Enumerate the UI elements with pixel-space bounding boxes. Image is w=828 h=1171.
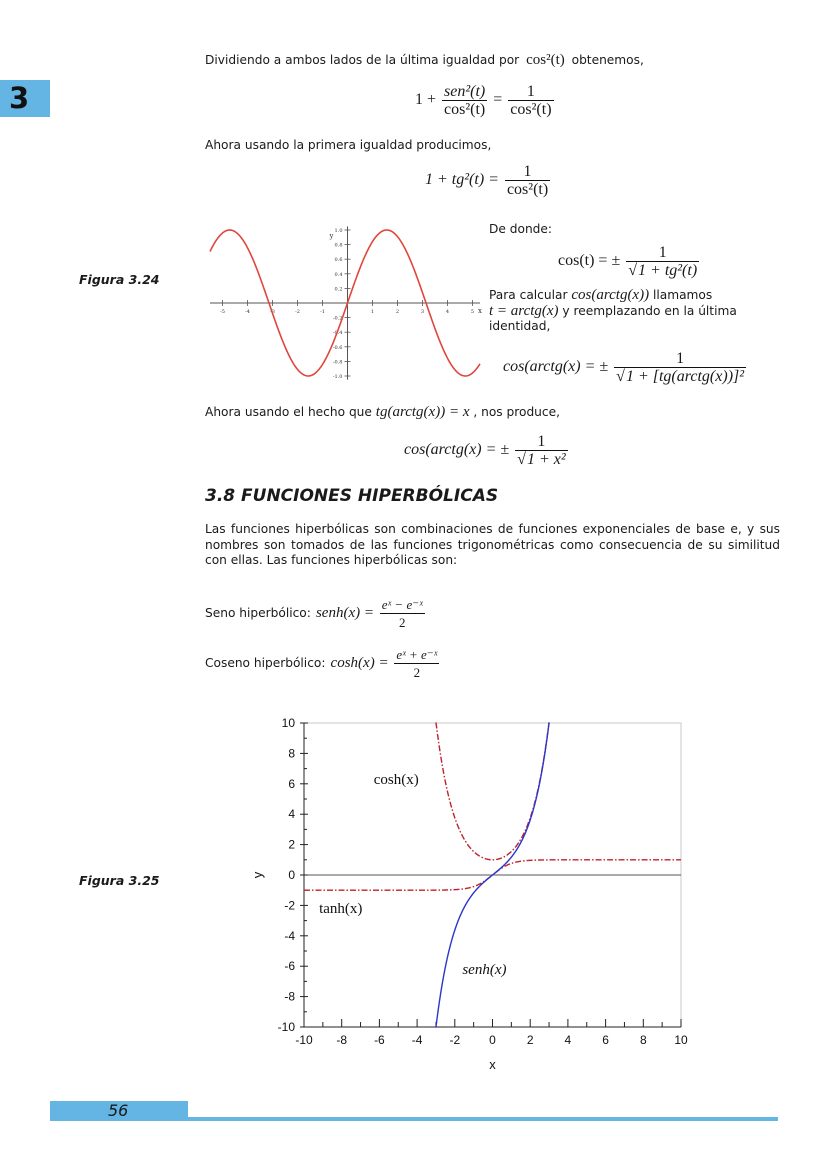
paragraph-3: Para calcular cos(arctg(x)) llamamos t = arctg(x) y reemplazando en la última identidad, (489, 287, 737, 333)
y-tick-label: 8 (288, 746, 295, 761)
x-tick-label: 10 (674, 1033, 688, 1047)
chapter-number: 3 (9, 81, 30, 115)
x-tick-label: 5 (470, 309, 475, 315)
annotation-1: cosh(x) (373, 771, 419, 788)
y-tick-label: -0.2 (332, 315, 343, 322)
hyperbolic-chart (248, 712, 698, 1082)
paragraph-5: Las funciones hiperbólicas son combinaciones de funciones exponenciales de base e, y sus nombres son tomados de las funciones trigonométricas como consecuencia de su similitud con ellas. Las funciones hiperbólicas son: (205, 522, 780, 567)
y-tick-label: -8 (284, 989, 295, 1004)
x-tick-label: -6 (374, 1033, 385, 1047)
y-tick-label: 0 (288, 868, 295, 882)
seno-hiperbolico: Seno hiperbólico: senh(x) = $\frac{\text{eˣ − e⁻ˣ}}{2}$ (205, 597, 423, 630)
figure-3-24-label: Figura 3.24 (79, 272, 160, 287)
y-tick-label: 0.2 (334, 286, 343, 293)
x-tick-label: -8 (336, 1033, 348, 1047)
x-tick-label: 6 (602, 1033, 609, 1047)
annotation-3: senh(x) (462, 961, 507, 978)
page-number: 56 (108, 1101, 129, 1120)
x-tick-label: -4 (245, 309, 250, 315)
x-tick-label: -1 (320, 309, 325, 315)
x-axis-label: x (489, 1057, 496, 1072)
y-tick-label: -4 (284, 928, 295, 943)
sine-chart (205, 222, 485, 384)
x-tick-label: -5 (220, 309, 225, 315)
y-tick-label: -1.0 (332, 374, 343, 380)
math-inline: cos²(t) (526, 52, 565, 68)
x-tick-label: 4 (564, 1033, 572, 1047)
section-title: 3.8 FUNCIONES HIPERBÓLICAS (205, 486, 499, 506)
x-tick-label: -3 (270, 309, 275, 315)
series-cosh (435, 723, 549, 860)
y-tick-label: 1.0 (334, 228, 343, 234)
y-axis-label: y (329, 232, 334, 240)
paragraph-2: Ahora usando la primera igualdad producimos, (205, 138, 492, 152)
coseno-hiperbolico: Coseno hiperbólico: cosh(x) = $\frac{\text{eˣ + e⁻ˣ}}{2}$ (205, 647, 438, 680)
equation-2: 1 + tg²(t) = $\frac{1}{\text{cos²(t)}}$ (425, 163, 549, 198)
hyperbolic-axes (250, 716, 688, 1072)
paragraph-4: Ahora usando el hecho que tg(arctg(x)) = x , nos produce, (205, 404, 560, 420)
x-tick-label: 2 (395, 309, 400, 315)
equation-3: cos(t) = ± $\frac{1}{\text{√1 + tg²(t)}}$ (558, 244, 698, 279)
x-tick-label: -2 (295, 309, 300, 315)
paragraph-1: Dividiendo a ambos lados de la última igualdad por cos²(t) obtenemos, (205, 52, 644, 68)
y-tick-label: 0.6 (334, 257, 343, 264)
x-tick-label: -10 (295, 1033, 313, 1047)
y-tick-label: -2 (284, 898, 295, 913)
y-tick-label: 0.8 (334, 242, 343, 249)
y-tick-label: -0.4 (332, 330, 343, 337)
x-tick-label: 0 (489, 1033, 496, 1047)
y-tick-label: 6 (288, 776, 295, 791)
y-tick-label: -0.6 (332, 344, 343, 351)
sine-axes (210, 226, 482, 380)
x-tick-label: 4 (445, 309, 450, 315)
y-tick-label: -6 (284, 959, 295, 974)
y-tick-label: -0.8 (332, 359, 343, 366)
y-tick-label: 10 (281, 716, 295, 730)
footer-line (188, 1117, 778, 1121)
x-tick-label: 8 (639, 1033, 647, 1047)
figure-3-25-label: Figura 3.25 (79, 873, 160, 888)
y-tick-label: 0.4 (334, 271, 343, 278)
y-axis-label: y (250, 871, 265, 879)
de-donde: De donde: (489, 222, 553, 236)
equation-4: cos(arctg(x) = ± $\frac{1}{\text{√1 + [tg(arctg(x))]²}}$ (503, 350, 745, 385)
y-tick-label: -10 (277, 1020, 295, 1034)
x-tick-label: 3 (420, 309, 425, 315)
y-tick-label: 2 (288, 837, 295, 852)
y-tick-label: 4 (288, 807, 295, 822)
equation-5: cos(arctg(x) = ± $\frac{1}{\text{√1 + x²}}$ (404, 433, 566, 468)
x-axis-label: x (478, 307, 482, 315)
x-tick-label: 2 (526, 1033, 534, 1047)
x-tick-label: -2 (449, 1033, 461, 1047)
x-tick-label: 1 (370, 309, 375, 315)
x-tick-label: -4 (411, 1033, 423, 1047)
equation-1: 1 + $\frac{\text{sen²(t)}}{\text{cos²(t)}}$ = $\frac{1}{\text{cos²(t)}}$ (415, 83, 552, 118)
annotation-2: tanh(x) (319, 901, 363, 917)
